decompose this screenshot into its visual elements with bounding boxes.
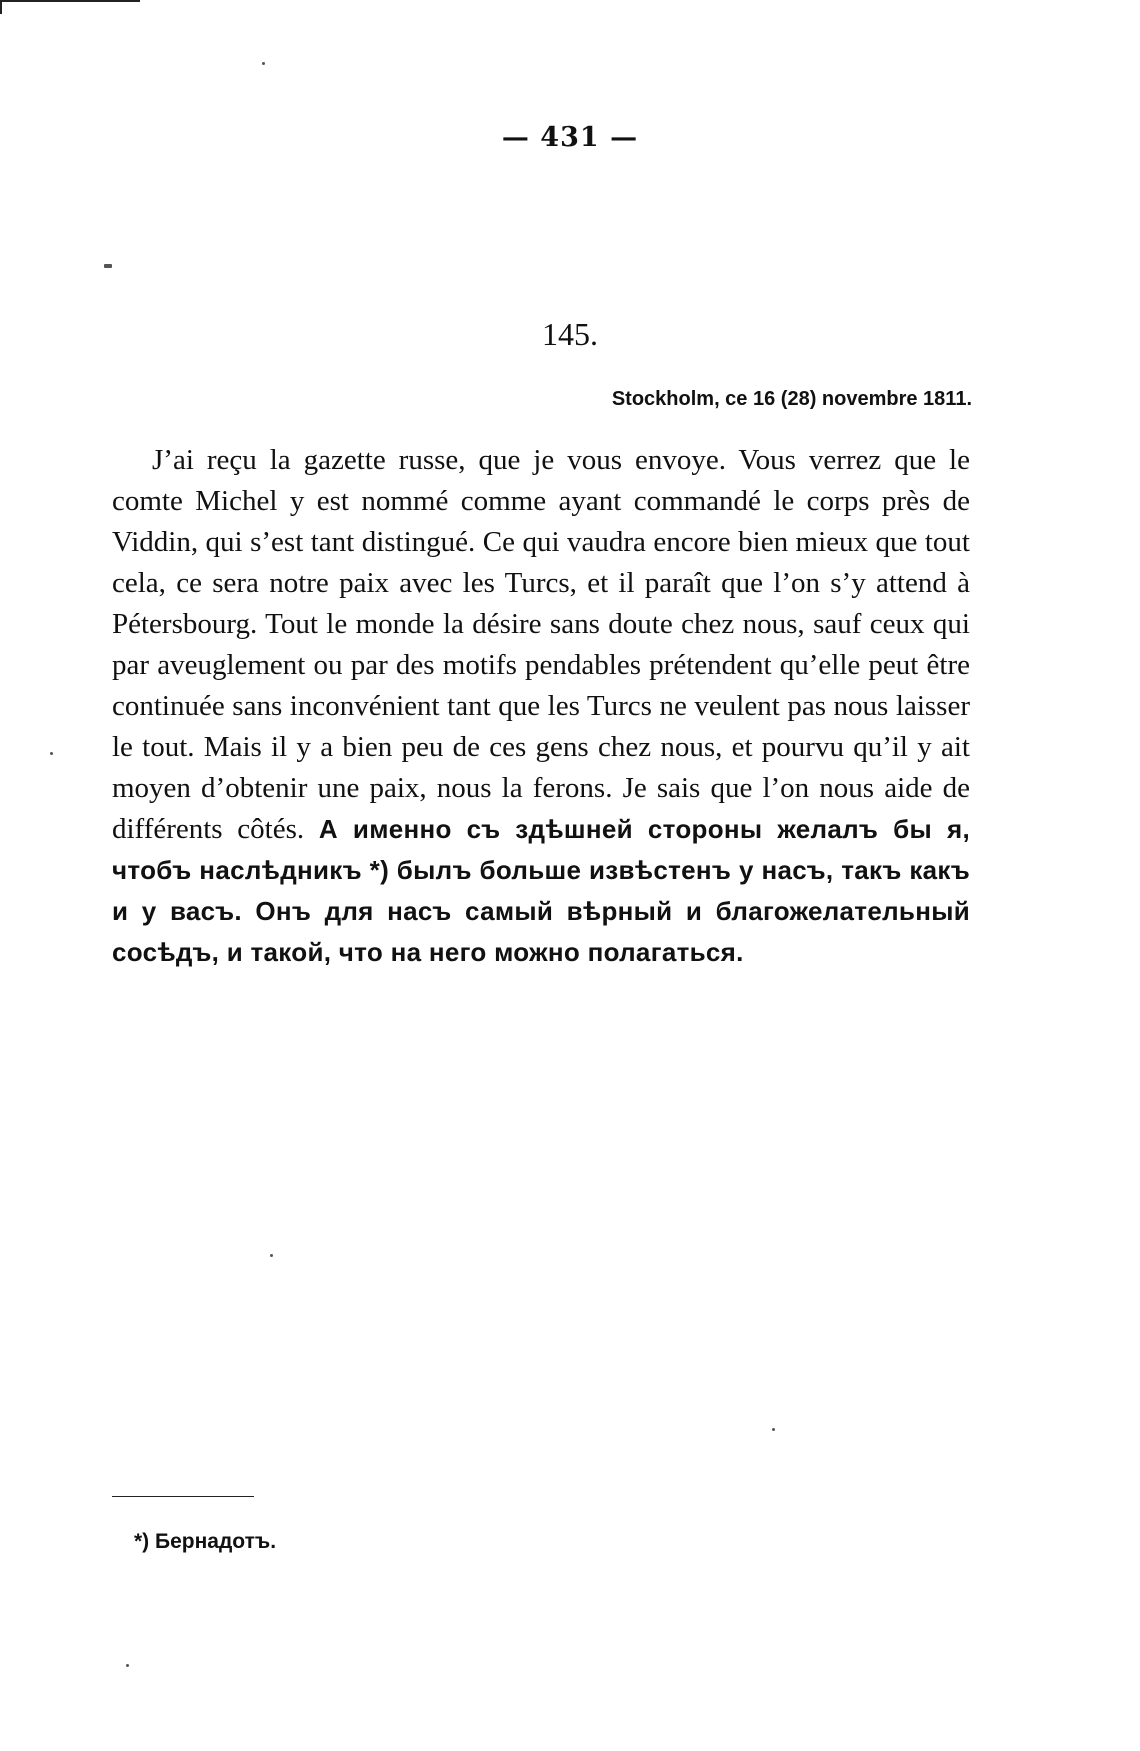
scan-speck bbox=[772, 1428, 775, 1431]
scan-speck bbox=[262, 62, 265, 65]
scan-speck bbox=[270, 1254, 273, 1257]
page-number: — 431 — bbox=[501, 122, 639, 153]
letter-body-french: J’ai reçu la gazette russe, que je vous envoye. Vous verrez que le comte Michel y est nommé comme ayant commandé le corps près de Viddin, qui s’est tant distingué. Ce qui vaudra encore bien mieux que tout cela, ce sera notre paix avec les Turcs, et il paraît que l’on s’y attend à Pétersbourg. Tout le monde la désire sans doute chez nous, sauf ceux qui par aveuglement ou par des motifs pendables prétendent qu’elle peut être continuée sans inconvénient tant que les Turcs ne veulent pas nous laisser le tout. Mais il y a bien peu de ces gens chez nous, et pourvu qu’il y ait moyen d’obtenir une paix, nous la ferons. Je sais que l’on nous aide de différents côtés. bbox=[112, 444, 970, 845]
scan-speck bbox=[50, 752, 53, 755]
scan-speck bbox=[126, 1664, 129, 1667]
letter-number: 145. bbox=[542, 316, 598, 352]
letter-body bbox=[112, 440, 970, 973]
scan-speck bbox=[104, 264, 112, 268]
footnote-divider bbox=[112, 1496, 254, 1497]
scan-corner-tick bbox=[0, 0, 2, 14]
letter-body-russian: А именно съ здѣшней стороны желалъ бы я, чтобъ наслѣдникъ *) былъ больше извѣстенъ у насъ, такъ какъ и у васъ. Онъ для насъ самый вѣрный и благожелательный сосѣдъ, и такой, что на него можно полагаться. bbox=[112, 814, 970, 967]
letter-dateline: Stockholm, ce 16 (28) novembre 1811. bbox=[611, 388, 972, 410]
scan-corner-rule bbox=[0, 0, 140, 2]
footnote: *) Бернадотъ. bbox=[134, 1530, 277, 1553]
